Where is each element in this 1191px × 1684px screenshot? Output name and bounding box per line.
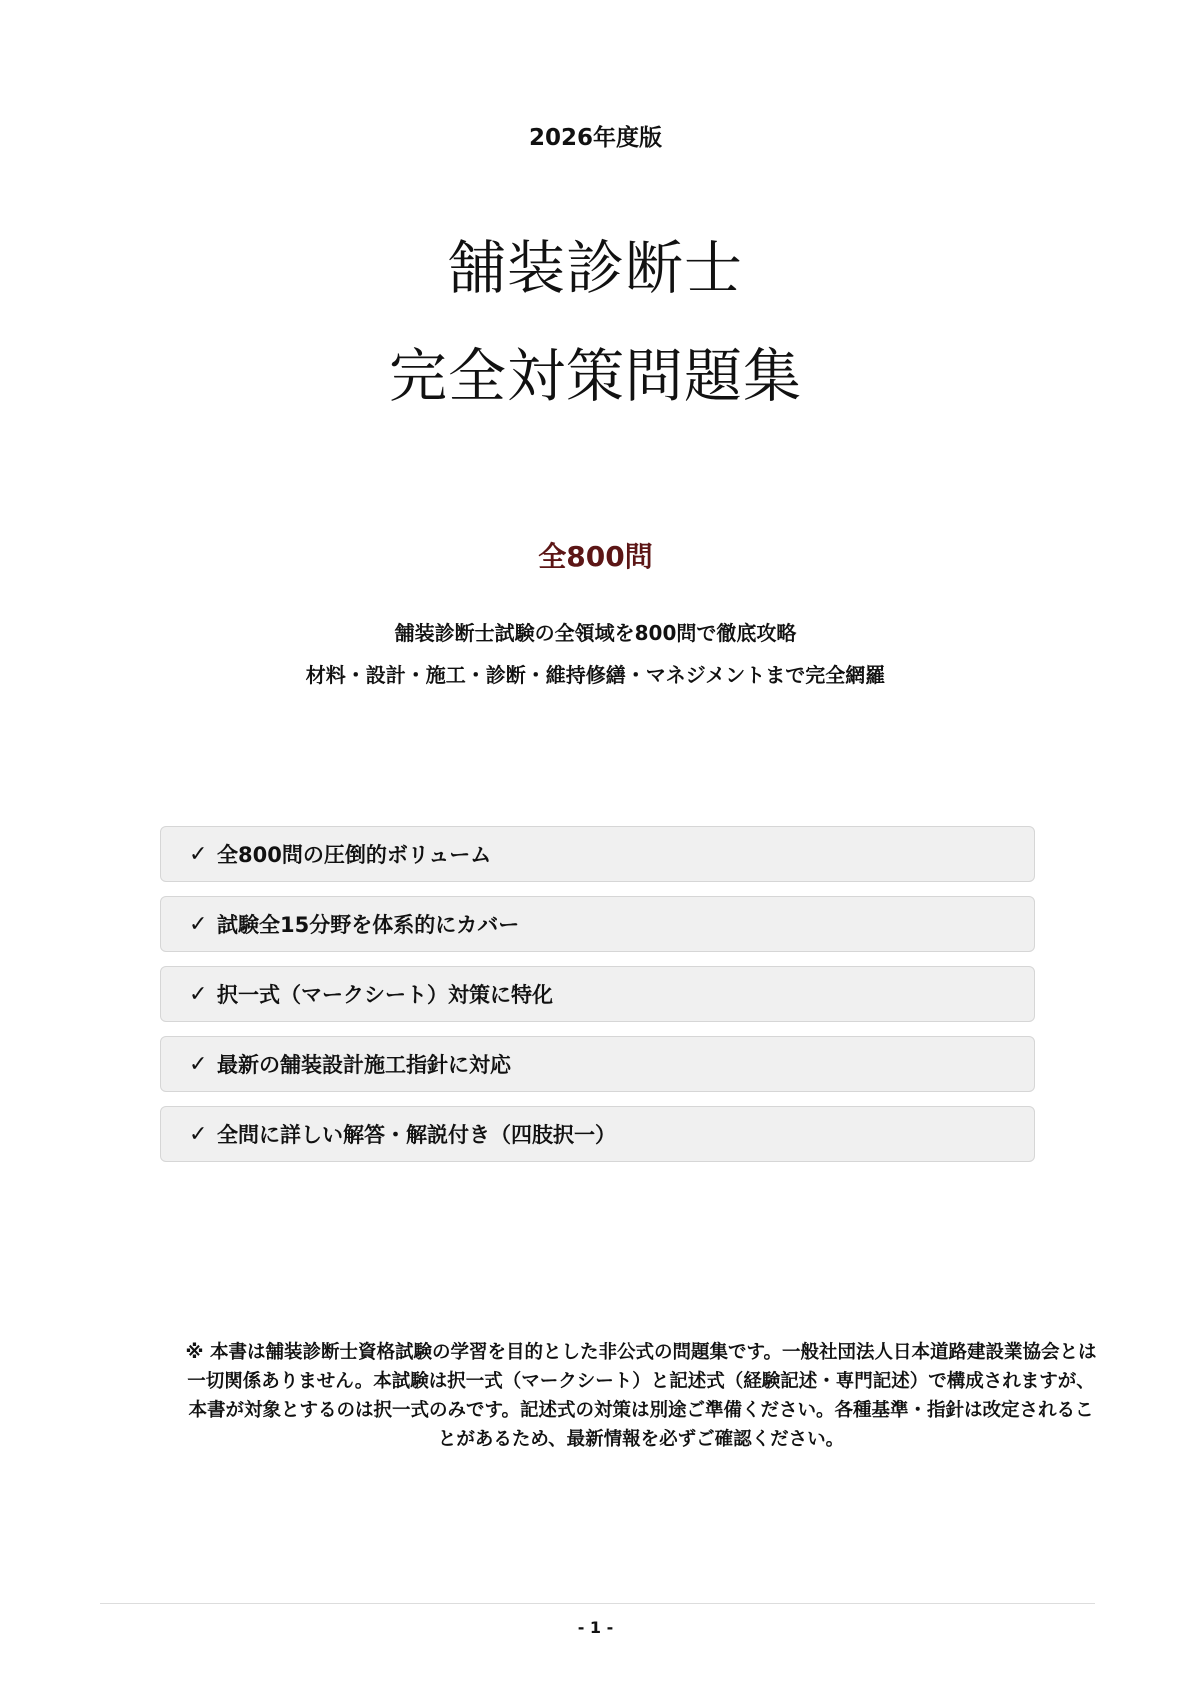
feature-list xyxy=(160,826,1035,1176)
disclaimer-notice: ※ 本書は舗装診断士資格試験の学習を目的とした非公式の問題集です。一般社団法人日本道路建設業協会とは一切関係ありません。本試験は択一式（マークシート）と記述式（経験記述・専門記述）で構成されますが、本書が対象とするのは択一式のみです。記述式の対策は別途ご準備ください。各種基準・指針は改定されることがあるため、最新情報を必ずご確認ください。 xyxy=(185,1342,1097,1450)
feature-item xyxy=(160,896,1035,952)
feature-item xyxy=(160,826,1035,882)
check-icon: ✓ xyxy=(189,911,208,937)
footer-divider xyxy=(100,1603,1095,1604)
feature-text: 全800問の圧倒的ボリューム xyxy=(217,843,492,867)
subtitle-line-2: 材料・設計・施工・診断・維持修繕・マネジメントまで完全網羅 xyxy=(305,663,886,687)
question-count: 全800問 xyxy=(538,540,653,573)
title-line-1: 舗装診断士 xyxy=(447,234,743,302)
feature-text: 択一式（マークシート）対策に特化 xyxy=(217,983,553,1007)
title-line-2: 完全対策問題集 xyxy=(388,342,802,410)
feature-text: 試験全15分野を体系的にカバー xyxy=(217,913,520,937)
check-icon: ✓ xyxy=(189,841,208,867)
check-icon: ✓ xyxy=(189,1051,208,1077)
check-icon: ✓ xyxy=(189,981,208,1007)
feature-item xyxy=(160,1106,1035,1162)
feature-item xyxy=(160,966,1035,1022)
page-number: - 1 - xyxy=(577,1618,614,1637)
subtitle-line-1: 舗装診断士試験の全領域を800問で徹底攻略 xyxy=(394,621,797,645)
feature-item xyxy=(160,1036,1035,1092)
feature-text: 全問に詳しい解答・解説付き（四肢択一） xyxy=(217,1123,616,1147)
feature-text: 最新の舗装設計施工指針に対応 xyxy=(217,1053,511,1077)
check-icon: ✓ xyxy=(189,1121,208,1147)
edition-label: 2026年度版 xyxy=(528,125,662,151)
